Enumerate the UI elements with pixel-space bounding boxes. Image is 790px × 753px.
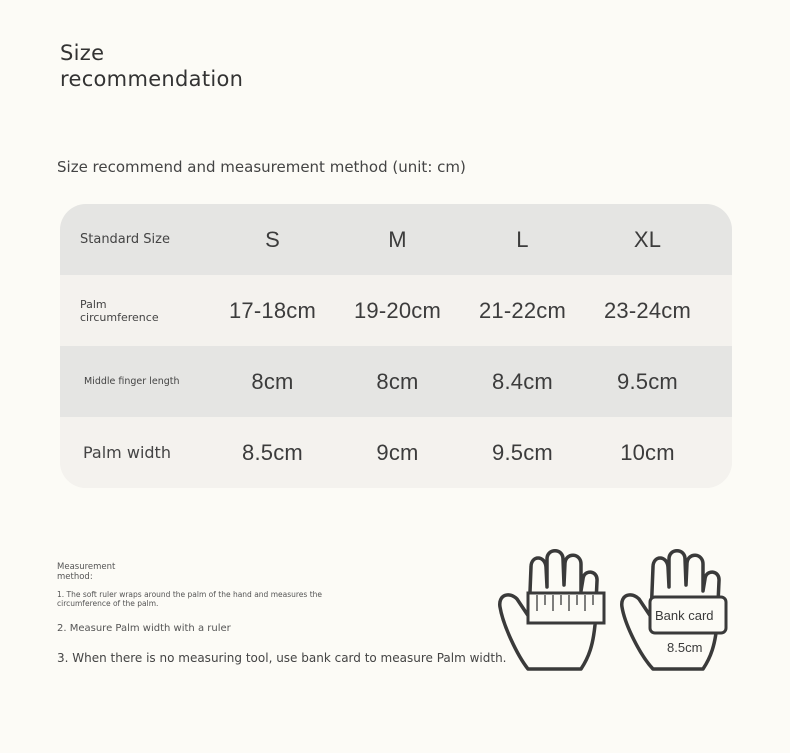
size-table [60,204,732,488]
row-label-middle-finger-length: Middle finger length [84,376,180,387]
ruler-icon [528,593,604,623]
table-cell: 8.5cm [242,439,303,465]
row-label-palm-circumference: Palm circumference [80,297,159,324]
table-cell: 19-20cm [354,297,441,323]
table-cell: 21-22cm [479,297,566,323]
table-cell: 9cm [376,439,419,465]
table-cell: 23-24cm [604,297,691,323]
size-xl: XL [633,226,662,252]
table-cell: 8cm [376,368,419,394]
method-step-2: 2. Measure Palm width with a ruler [57,623,231,634]
size-m: M [388,226,407,252]
table-cell: 8cm [251,368,294,394]
table-cell: 17-18cm [229,297,316,323]
method-title: Measurement method: [57,562,116,582]
row-label-palm-width: Palm width [83,443,171,462]
size-l: L [516,226,529,252]
subtitle: Size recommend and measurement method (unit: cm) [57,158,466,176]
table-row [60,275,732,346]
table-cell: 10cm [620,439,675,465]
table-cell: 8.4cm [492,368,553,394]
size-s: S [265,226,280,252]
method-step-1: 1. The soft ruler wraps around the palm of the hand and measures the circumference of the palm. [57,590,323,608]
table-row [60,417,732,488]
bank-card-label: Bank card [655,608,714,623]
bank-card-measure: 8.5cm [667,640,703,655]
table-cell: 9.5cm [492,439,553,465]
method-step-3: 3. When there is no measuring tool, use bank card to measure Palm width. [57,651,507,665]
table-cell: 9.5cm [617,368,678,394]
table-row [60,346,732,417]
table-header-row [60,204,732,275]
header-label: Standard Size [80,232,170,247]
page-title: Size recommendation [60,41,244,91]
